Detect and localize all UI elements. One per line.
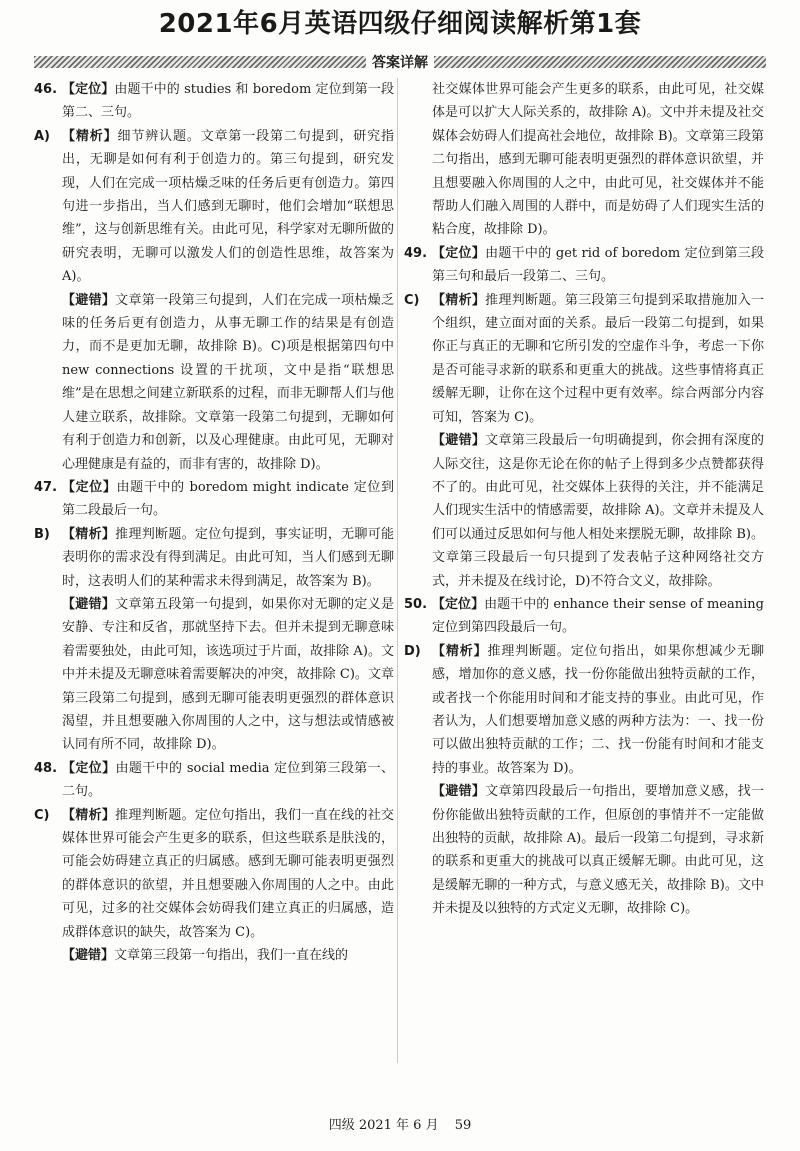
explanation-text: 文章第三段第一句指出，我们一直在线的 [114,948,349,964]
answer-block [34,593,394,757]
section-tag: 【定位】 [62,82,115,97]
right-column [404,78,764,921]
footer-text: 四级 2021 年 6 月 [328,1118,439,1133]
page-footer [0,1114,800,1133]
answer-block [404,640,764,780]
item-label: C) [34,807,50,823]
answer-block [34,757,394,804]
explanation-text: 文章第一段第三句提到，人们在完成一项枯燥乏味的任务后更有创造力，从事无聊工作的结果是有创造力，而不是更加无聊，故排除 B)。C)项是根据第四句中 new connections 设置的干扰项，文中是指“联想思维”是在思想之间建立新联系的过程，而非无聊帮人们与他人建立联系，故排除。文章第一段第二句提到，无聊如何有利于创造力和创新，以及心理健康。由此可见，无聊对心理健康是有益的，而非有害的，故排除 D)。 [62,292,394,472]
answer-block [34,289,394,476]
section-tag: 【定位】 [432,596,485,612]
section-tag: 【精析】 [62,128,118,144]
section-tag: 【定位】 [432,245,486,261]
explanation-text: 推理判断题。定位句指出，如果你想减少无聊感，增加你的意义感，找一份你能做出独特贡献的工作，或者找一个你能用时间和才能支持的事业。由此可见，作者认为，人们想要增加意义感的两种方法为：一、找一份可以做出独特贡献的工作；二、找一份能有时间和才能支持的事业。故答案为 D)。 [432,643,764,776]
item-label: 47. [34,479,58,495]
left-column [34,78,394,967]
answer-block [404,780,764,920]
section-tag: 【定位】 [62,479,117,495]
item-label: B) [34,526,50,542]
answer-block [34,523,394,593]
banner-label: 答案详解 [372,55,428,71]
explanation-text: 文章第五段第一句提到，如果你对无聊的定义是安静、专注和反省，那就坚持下去。但并未提到无聊意味着需要独处，由此可知，该选项过于片面，故排除 A)。文中并未提及无聊意味着需要解决的冲突，故排除 C)。文章第三段第二句提到，感到无聊可能表明更强烈的群体意识渴望，并且想要融入你周围的人之中，这与想法或情感被认同有所不同，故排除 D)。 [62,596,394,753]
answer-block [404,78,764,242]
explanation-text: 文章第三段最后一句明确提到，你会拥有深度的人际交往，这是你无论在你的帖子上得到多少点赞都获得不了的。由此可见，社交媒体上获得的关注，并不能满足人们现实生活中的情感需要，故排除 A)。文章并未提及人们可以通过反思如何与他人相处来摆脱无聊，故排除 B)。文章第三段最后一句只提到了发表帖子这种网络社交方式，并未提及在线讨论，D)不符合文义，故排除。 [432,433,764,589]
answer-block [34,804,394,944]
answer-block [404,289,764,429]
item-label: D) [404,643,421,659]
banner-hatch-left [34,56,366,68]
answer-block [404,593,764,640]
answer-block [404,242,764,289]
page-number: 59 [454,1118,472,1133]
section-tag: 【避错】 [62,596,116,612]
answer-block [34,476,394,523]
explanation-text: 由题干中的 social media 定位到第三段第一、二句。 [62,760,394,800]
page-title: 2021年6月英语四级仔细阅读解析第1套 [158,9,642,39]
answer-block [34,125,394,289]
explanation-text: 由题干中的 get rid of boredom 定位到第三段第三句和最后一段第二、三句。 [432,245,764,285]
section-tag: 【避错】 [432,433,486,449]
answer-block [404,429,764,593]
answer-block [34,78,394,125]
section-tag: 【精析】 [432,292,486,308]
explanation-text: 由题干中的 boredom might indicate 定位到第二段最后一句。 [62,479,394,519]
section-tag: 【避错】 [62,292,116,308]
section-tag: 【精析】 [62,526,116,542]
item-label: 46. [34,82,58,97]
answer-block [34,944,394,967]
explanation-text: 推理判断题。第三段第三句提到采取措施加入一个组织，建立面对面的关系。最后一段第二句提到，如果你正与真正的无聊和它所引发的空虚作斗争，考虑一下你是否可能寻求新的联系和更重大的挑战。这些事情将真正缓解无聊，让你在这个过程中更有效率。综合两部分内容可知，答案为 C)。 [432,292,764,425]
explanation-text: 推理判断题。定位句提到，事实证明，无聊可能表明你的需求没有得到满足。由此可知，当人们感到无聊时，这表明人们的某种需求未得到满足，故答案为 B)。 [62,526,394,589]
section-tag: 【精析】 [432,643,488,659]
explanation-text: 由题干中的 studies 和 boredom 定位到第一段第二、三句。 [62,82,394,121]
explanation-text: 文章第四段最后一句指出，要增加意义感，找一份你能做出独特贡献的工作，但原创的事情并不一定能做出独特的贡献，故排除 A)。最后一段第二句提到，寻求新的联系和更重大的挑战可以真正缓解无聊。由此可见，这是缓解无聊的一种方式，与意义感无关，故排除 B)。文中并未提及以独特的方式定义无聊，故排除 C)。 [432,784,764,917]
banner-hatch-right [434,56,766,68]
item-label: 48. [34,760,58,776]
item-label: 49. [404,245,428,261]
explanation-text: 细节辨认题。文章第一段第二句提到，研究指出，无聊是如何有利于创造力的。第三句提到，研究发现，人们在完成一项枯燥乏味的任务后更有创造力。第四句进一步指出，当人们感到无聊时，他们会增加“联想思维”，这与创新思维有关。由此可见，科学家对无聊所做的研究表明，无聊可以激发人们的创造性思维，故答案为 A)。 [62,128,394,285]
explanation-text: 推理判断题。定位句指出，我们一直在线的社交媒体世界可能会产生更多的联系，但这些联系是肤浅的，可能会妨碍建立真正的归属感。感到无聊可能表明更强烈的群体意识的欲望，并且想要融入你周围的人之中。由此可见，过多的社交媒体会妨碍我们建立真正的归属感，造成群体意识的缺失，故答案为 C)。 [62,807,394,940]
explanation-text: 由题干中的 enhance their sense of meaning 定位到第四段最后一句。 [432,596,764,636]
item-label: C) [404,292,420,308]
explanation-text: 社交媒体世界可能会产生更多的联系，由此可见，社交媒体是可以扩大人际关系的，故排除 A)。文中并未提及社交媒体会妨碍人们提高社会地位，故排除 B)。文章第三段第二句指出，感到无聊可能表明更强烈的群体意识欲望，并且想要融入你周围的人之中，由此可见，社交媒体并不能帮助人们融入周围的人群中，而是妨碍了人们现实生活的粘合度，故排除 D)。 [432,82,764,238]
item-label: A) [34,128,51,144]
section-tag: 【避错】 [432,784,486,800]
section-banner [34,52,766,72]
section-tag: 【定位】 [62,760,116,776]
item-label: 50. [404,596,428,612]
section-tag: 【避错】 [62,948,115,964]
section-tag: 【精析】 [62,807,116,823]
column-divider [397,78,398,1063]
